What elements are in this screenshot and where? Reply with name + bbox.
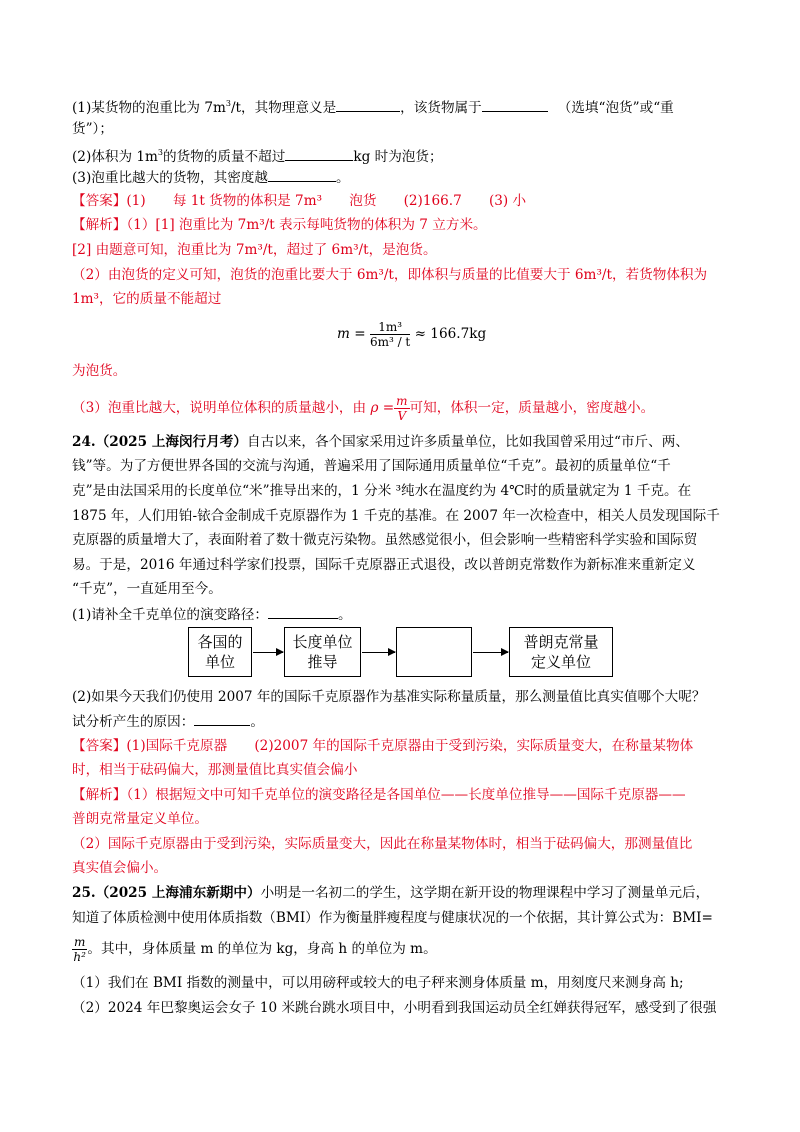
flow-box-label: 长度单位 推导 [292,633,353,671]
q24-stem-2: 钱”等。为了方便世界各国的交流与沟通，普遍采用了国际通用质量单位“千克”。最初的质量单位“千 [72,458,671,474]
text: 自古以来，各个国家采用过许多质量单位，比如我国曾采用过“市斤、两、 [246,434,689,450]
q23-sub1-line [72,94,674,118]
q25-stem-3 [72,934,437,964]
question-source: （2025 上海闵行月考） [95,434,247,450]
rho-symbol: ρ = [370,400,395,416]
text: 小明是一名初二的学生，这学期在新开设的物理课程中学习了测量单元后， [260,885,710,901]
flow-arrow [362,652,395,653]
q24-stem-6: 易。于是，2016 年通过科学家们投票，国际千克原器正式退役，改以普朗克常数作为新标准来重新定义 [72,557,696,573]
q24-sub2: (2)如果今天我们仍使用 2007 年的国际千克原器作为基准实际称量质量，那么测量值比真实值哪个大呢？ [72,689,706,705]
mass-formula [337,314,486,354]
text: (2)体积为 1m [72,149,158,165]
q24-sub1 [72,604,352,625]
q23-analysis-4: 1m³，它的质量不能超过 [72,291,222,307]
bmi-fraction [72,935,87,964]
text: 可知，体积一定，质量越小，密度越小。 [409,400,655,416]
answer-blank[interactable] [194,711,250,726]
answer-blank[interactable] [336,97,400,112]
text: （选填“泡货”或“重 [557,100,674,116]
q23-analysis-2: [2] 由题意可知，泡重比为 7m³/t，超过了 6m³/t，是泡货。 [72,242,437,258]
flow-arrow [253,652,283,653]
text: kg 时为泡货； [353,149,443,165]
q24-analysis-3: （2）国际千克原器由于受到污染，实际质量变大，因此在称量某物体时，相当于砝码偏大，那测量值比 [72,836,693,852]
q24-stem-4: 1875 年，人们用铂-铱合金制成千克原器作为 1 千克的基准。在 2007 年一次检查中，相关人员发现国际千 [72,508,720,524]
q23-sub2-line [72,143,443,167]
q24-stem-5: 克原器的质量增大了，表面附着了数十微克污染物。虽然感觉很小，但会影响一些精密科学实验和国际贸 [72,532,698,548]
superscript: 3 [157,148,163,157]
q23-analysis-6 [72,394,654,423]
text: （3）泡重比越大，说明单位体积的质量越小，由 [72,400,367,416]
q23-sub1-cont: 货”）； [72,121,113,137]
answer-blank[interactable] [268,604,338,619]
q23-sub3-line [72,167,350,188]
question-number: 25. [72,885,96,901]
analysis-text: （1）[1] 泡重比为 7m³/t 表示每吨货物的体积为 7 立方米。 [126,217,487,233]
answer-blank[interactable] [482,97,548,112]
formula-fraction [370,320,410,349]
q25-stem-1 [72,883,709,903]
q24-answer [72,736,693,756]
q24-stem-7: “千克”，一直延用至今。 [72,581,222,597]
text: (1)某货物的泡重比为 7m [72,100,226,116]
denominator: V [397,409,407,423]
formula-numerator: 1m³ [370,320,410,335]
denominator: h² [73,950,86,964]
q23-analysis-1 [72,215,487,235]
q24-sub2-cont [72,711,264,732]
q24-stem-1 [72,432,689,452]
answer-tag: 【答案】 [72,738,127,754]
answer-text: (1)国际千克原器 (2)2007 年的国际千克原器由于受到污染，实际质量变大，在称量某物体 [126,738,694,754]
text: 的货物的质量不超过 [163,149,286,165]
superscript: 3 [225,99,231,108]
q23-analysis-3: （2）由泡货的定义可知，泡货的泡重比要大于 6m³/t，即体积与质量的比值要大于 6m³/t，若货物体积为 [72,267,708,283]
flow-box-national-units [188,627,252,677]
q23-analysis-5: 为泡货。 [72,363,127,379]
q24-stem-3: 克”是由法国采用的长度单位“米”推导出来的，1 分米 ³纯水在温度约为 4℃时的质量就定为 1 千克。在 [72,483,692,499]
flow-box-label: 各国的 单位 [197,633,243,671]
formula-denominator: 6m³ / t [369,335,411,349]
text: 。 [335,170,350,186]
text: /t，其物理意义是 [230,100,337,116]
question-number: 24. [72,434,96,450]
flow-box-length-derivation [284,627,361,677]
flow-box-planck-constant [509,627,613,677]
text: 。 [250,714,264,730]
text: (1)请补全千克单位的演变路径： [72,607,268,623]
flow-arrow [473,652,508,653]
answer-text: (1) 每 1t 货物的体积是 7m³ 泡货 (2)166.7 (3) 小 [126,193,527,209]
text: (3)泡重比越大的货物，其密度越 [72,170,268,186]
answer-tag: 【答案】 [72,193,127,209]
q24-analysis-4: 真实值会偏小。 [72,860,168,876]
numerator: m [396,394,408,408]
text: 。 [337,607,352,623]
q25-sub2: （2）2024 年巴黎奥运会女子 10 米跳台跳水项目中，小明看到我国运动员全红婵获得冠军，感受到了很强 [72,1000,717,1016]
q23-answer [72,191,526,211]
text: ，该货物属于 [400,100,482,116]
q25-stem-2: 知道了体质检测中使用体质指数（BMI）作为衡量胖瘦程度与健康状况的一个依据，其计算公式为：BMI= [72,910,713,926]
analysis-tag: 【解析】 [72,787,127,803]
flow-box-blank[interactable] [396,627,472,677]
text: 试分析产生的原因： [72,714,195,730]
q24-answer-cont: 时，相当于砝码偏大，那测量值比真实值会偏小 [72,762,358,778]
analysis-tag: 【解析】 [72,217,127,233]
q24-analysis-1 [72,785,686,805]
text: 。其中，身体质量 m 的单位为 kg，身高 h 的单位为 m。 [87,941,437,957]
formula-lhs: m = [337,326,366,342]
numerator: m [74,935,86,949]
q24-analysis-2: 普朗克常量定义单位。 [72,811,208,827]
density-fraction [394,394,409,423]
formula-rhs: ≈ 166.7kg [414,326,487,342]
answer-blank[interactable] [285,146,353,161]
analysis-text: （1）根据短文中可知千克单位的演变路径是各国单位——长度单位推导——国际千克原器—— [126,787,686,803]
q25-sub1: （1）我们在 BMI 指数的测量中，可以用磅秤或较大的电子秤来测身体质量 m，用刻度尺来测身高 h; [72,975,684,991]
question-source: （2025 上海浦东新期中） [95,885,261,901]
answer-blank[interactable] [268,167,336,182]
flow-box-label: 普朗克常量 定义单位 [523,633,599,671]
